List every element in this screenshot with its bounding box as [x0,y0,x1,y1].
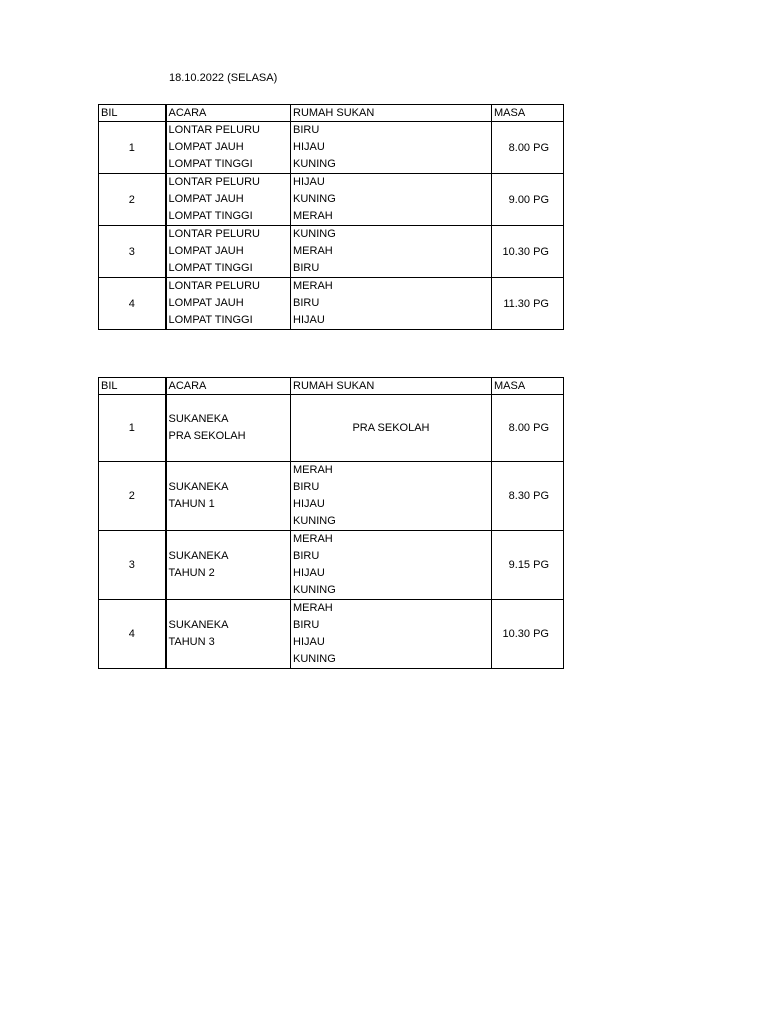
table-row [99,600,564,669]
house-cell [291,462,492,531]
house-name: KUNING [293,584,336,596]
house-name: BIRU [293,619,320,631]
time-cell: 11.30 PG [492,278,564,330]
event-cell [166,174,291,226]
event-name: LOMPAT TINGGI [168,210,253,222]
event-name: SUKANEKA [168,619,229,631]
house-name: BIRU [293,481,320,493]
event-name: LOMPAT JAUH [168,245,244,257]
house-name: HIJAU [293,141,325,153]
house-name: HIJAU [293,498,325,510]
time-cell: 8.00 PG [492,122,564,174]
table-row [99,226,564,278]
event-name: LOMPAT JAUH [168,141,244,153]
schedule-table-2 [98,377,564,669]
event-name: LOMPAT TINGGI [168,262,253,274]
house-name: MERAH [293,464,333,476]
house-name: HIJAU [293,314,325,326]
row-number: 1 [99,395,166,462]
house-cell [291,174,492,226]
header-bil: BIL [99,378,166,395]
house-name: BIRU [293,550,320,562]
event-name: TAHUN 3 [168,636,215,648]
date-heading: 18.10.2022 (SELASA) [169,72,278,84]
event-cell [166,531,291,600]
house-cell [291,278,492,330]
house-name: KUNING [293,653,336,665]
event-cell [166,600,291,669]
event-name: TAHUN 1 [168,498,215,510]
house-cell [291,600,492,669]
event-name: LOMPAT TINGGI [168,158,253,170]
house-cell [291,122,492,174]
header-masa: MASA [492,378,564,395]
house-name: BIRU [293,297,320,309]
row-number: 3 [99,531,166,600]
house-name: KUNING [293,515,336,527]
house-cell [291,226,492,278]
header-acara: ACARA [166,378,291,395]
event-name: LONTAR PELURU [168,124,260,136]
event-name: LONTAR PELURU [168,176,260,188]
event-cell [166,395,291,462]
row-number: 4 [99,278,166,330]
header-masa: MASA [492,105,564,122]
event-cell [166,462,291,531]
house-name: HIJAU [293,636,325,648]
event-name: LOMPAT TINGGI [168,314,253,326]
house-cell [291,531,492,600]
house-name: HIJAU [293,176,325,188]
house-cell: PRA SEKOLAH [291,395,492,462]
event-name: PRA SEKOLAH [168,430,246,442]
table-row [99,174,564,226]
event-name: SUKANEKA [168,481,229,493]
house-name: MERAH [293,245,333,257]
table-row [99,462,564,531]
table-row [99,395,564,462]
header-acara: ACARA [166,105,291,122]
event-cell [166,226,291,278]
time-cell: 10.30 PG [492,226,564,278]
schedule-table-1 [98,104,564,330]
event-name: LOMPAT JAUH [168,297,244,309]
house-name: MERAH [293,533,333,545]
row-number: 4 [99,600,166,669]
house-name: BIRU [293,124,320,136]
house-name: MERAH [293,210,333,222]
header-bil: BIL [99,105,166,122]
row-number: 2 [99,174,166,226]
time-cell: 9.15 PG [492,531,564,600]
time-cell: 9.00 PG [492,174,564,226]
house-name: MERAH [293,602,333,614]
house-name: KUNING [293,193,336,205]
house-name: KUNING [293,158,336,170]
event-name: LONTAR PELURU [168,228,260,240]
table-header-row [99,378,564,395]
row-number: 3 [99,226,166,278]
table-row [99,278,564,330]
house-name: MERAH [293,280,333,292]
header-rumah-sukan: RUMAH SUKAN [291,378,492,395]
event-name: LOMPAT JAUH [168,193,244,205]
house-name: BIRU [293,262,320,274]
event-name: LONTAR PELURU [168,280,260,292]
event-cell [166,122,291,174]
table-header-row [99,105,564,122]
header-rumah-sukan: RUMAH SUKAN [291,105,492,122]
house-name: HIJAU [293,567,325,579]
time-cell: 8.30 PG [492,462,564,531]
row-number: 1 [99,122,166,174]
table-row [99,531,564,600]
row-number: 2 [99,462,166,531]
event-cell [166,278,291,330]
table-row [99,122,564,174]
event-name: SUKANEKA [168,413,229,425]
time-cell: 8.00 PG [492,395,564,462]
event-name: TAHUN 2 [168,567,215,579]
event-name: SUKANEKA [168,550,229,562]
time-cell: 10.30 PG [492,600,564,669]
house-name: KUNING [293,228,336,240]
